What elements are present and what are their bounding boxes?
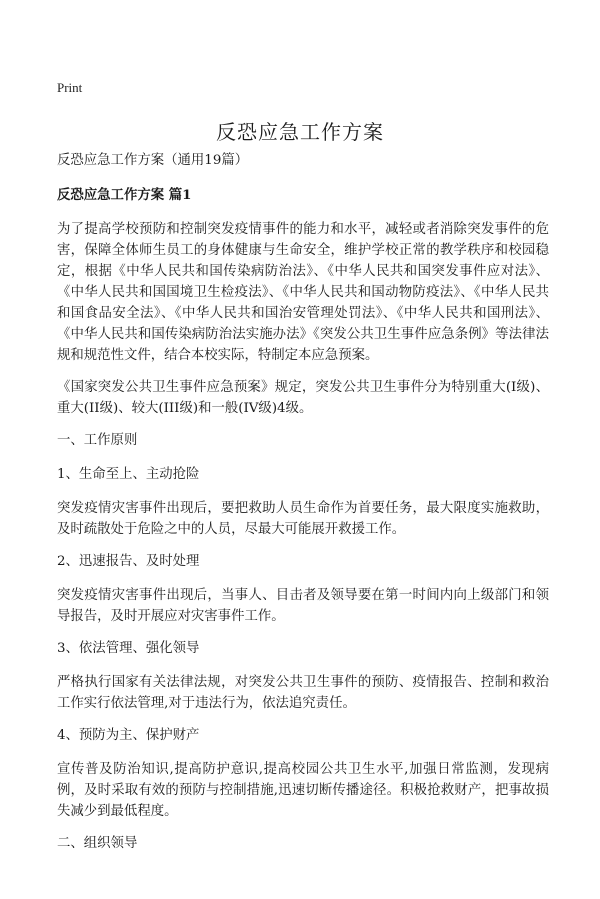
page-title: 反恐应急工作方案 <box>216 120 384 144</box>
print-link[interactable]: Print <box>57 80 83 95</box>
classification-paragraph: 《国家突发公共卫生事件应急预案》规定，突发公共卫生事件分为特别重大(I级)、重大(II级)、较大(III级)和一般(IV级)4级。 <box>57 380 549 416</box>
item3-body: 严格执行国家有关法律法规，对突发公共卫生事件的预防、疫情报告、控制和救治工作实行依法管理,对于违法行为，依法追究责任。 <box>57 675 549 711</box>
document-body <box>57 150 549 867</box>
item1-body: 突发疫情灾害事件出现后，要把救助人员生命作为首要任务，最大限度实施救助，及时疏散处于危险之中的人员，尽最大可能展开救援工作。 <box>57 501 549 537</box>
intro-paragraph: 为了提高学校预防和控制突发疫情事件的能力和水平，减轻或者消除突发事件的危害，保障全体师生员工的身体健康与生命安全，维护学校正常的教学秩序和校园稳定，根据《中华人民共和国传染病防治法》、《中华人民共和国突发事件应对法》、《中华人民共和国国境卫生检疫法》、《中华人民共和国动物防疫法》、《中华人民共和国食品安全法》、《中华人民共和国治安管理处罚法》、《中华人民共和国刑法》、《中华人民共和国传染病防治法实施办法》《突发公共卫生事件应急条例》等法律法规和规范性文件，结合本校实际，特制定本应急预案。 <box>57 222 549 363</box>
item2-heading: 2、迅速报告、及时处理 <box>57 554 200 569</box>
item3-heading: 3、依法管理、强化领导 <box>57 641 200 656</box>
principles-heading: 一、工作原则 <box>57 433 138 448</box>
item4-heading: 4、预防为主、保护财产 <box>57 728 200 743</box>
item4-body: 宣传普及防治知识,提高防护意识,提高校园公共卫生水平,加强日常监测，发现病例，及时采取有效的预防与控制措施,迅速切断传播途径。积极抢救财产，把事故损失减少到最低程度。 <box>57 762 549 819</box>
section-heading: 反恐应急工作方案 篇1 <box>57 187 192 203</box>
item1-heading: 1、生命至上、主动抢险 <box>57 467 200 482</box>
organization-heading: 二、组织领导 <box>57 836 138 851</box>
document-subtitle: 反恐应急工作方案（通用19篇） <box>57 153 249 168</box>
item2-body: 突发疫情灾害事件出现后，当事人、目击者及领导要在第一时间内向上级部门和领导报告，及时开展应对灾害事件工作。 <box>57 588 549 624</box>
